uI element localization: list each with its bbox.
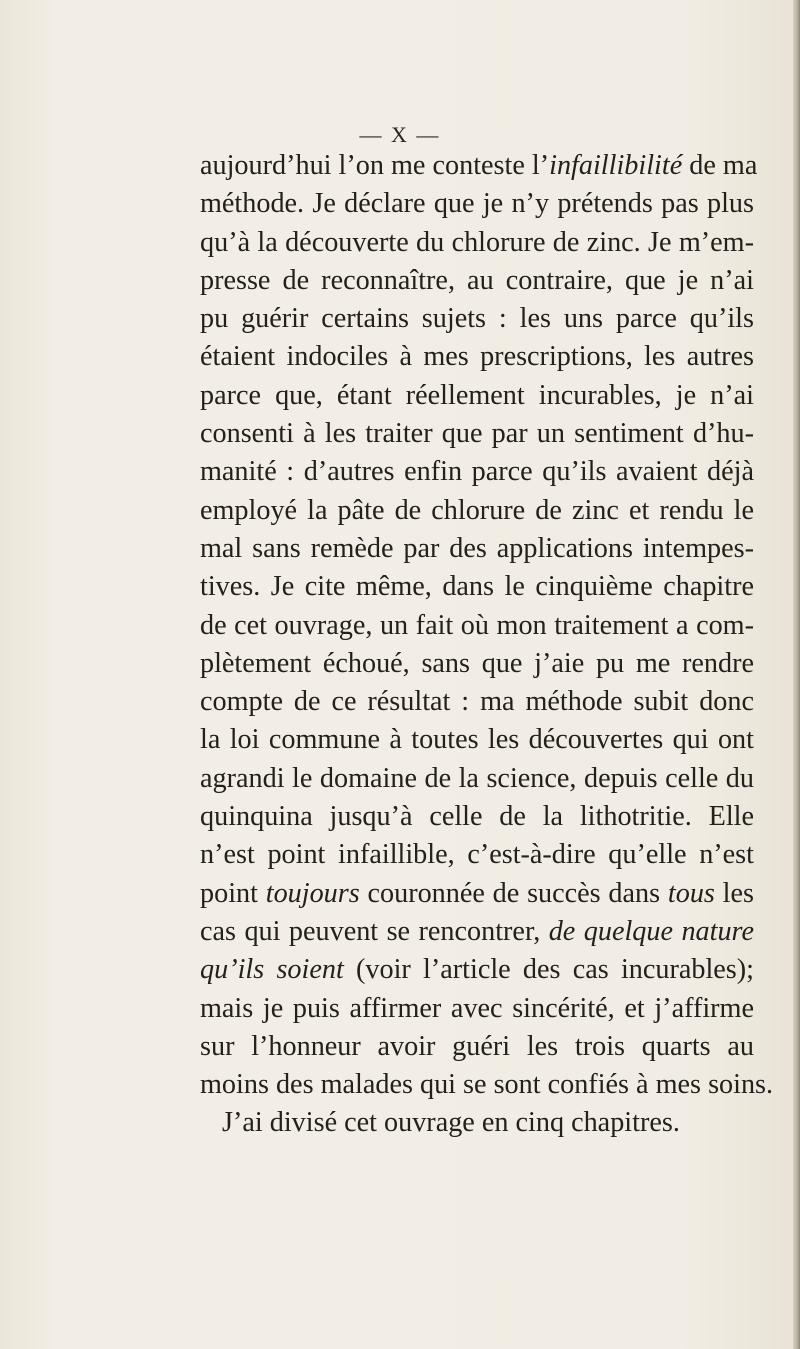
text-line <box>200 683 754 721</box>
text-line <box>200 415 754 453</box>
text-line <box>200 300 754 338</box>
text-run: de ma <box>682 150 758 181</box>
text-line <box>200 377 754 415</box>
text-line <box>200 607 754 645</box>
text-run: qu’à la découverte du chlorure de zinc. Je m’em- <box>200 226 754 258</box>
text-run: moins des malades qui se sont confiés à mes soins. <box>200 1069 774 1101</box>
body-text <box>200 147 774 1143</box>
text-run: presse de reconnaître, au contraire, que je n’ai <box>200 264 754 296</box>
text-run: de cet ouvrage, un fait où mon traitement a com- <box>200 609 754 641</box>
text-run: couronnée de succès dans <box>359 877 668 909</box>
text-line <box>200 721 754 759</box>
text-run: la loi commune à toutes les découvertes qui ont <box>200 724 754 756</box>
page-folio: — X — <box>359 122 441 147</box>
text-line <box>200 568 754 606</box>
text-run: sur l’honneur avoir guéri les trois quarts au <box>200 1030 754 1062</box>
text-run: compte de ce résultat : ma méthode subit donc <box>200 686 754 718</box>
text-line <box>200 453 754 491</box>
italic-run: qu’ils soient <box>200 954 344 986</box>
text-run: consenti à les traiter que par un sentiment d’hu- <box>200 418 754 450</box>
text-run: agrandi le domaine de la science, depuis celle du <box>200 762 754 794</box>
text-run: aujourd’hui l’on me conteste l’ <box>200 150 550 181</box>
text-run: J’ai divisé cet ouvrage en cinq chapitres. <box>222 1107 680 1139</box>
text-run: employé la pâte de chlorure de zinc et rendu le <box>200 494 754 526</box>
text-run: quinquina jusqu’à celle de la lithotritie. Elle <box>200 801 754 833</box>
italic-run: infaillibilité <box>549 150 683 181</box>
page-edge-shadow <box>793 0 800 1349</box>
text-line <box>200 1066 774 1104</box>
text-line <box>200 338 754 376</box>
text-line <box>200 530 754 568</box>
text-line <box>200 875 754 913</box>
text-line <box>200 798 754 836</box>
text-run: mais je puis affirmer avec sincérité, et j’affirme <box>200 992 754 1024</box>
text-run: mal sans remède par des applications intempes- <box>200 532 754 564</box>
text-run: méthode. Je déclare que je n’y prétends pas plus <box>200 188 754 220</box>
text-line <box>200 836 754 874</box>
text-line <box>200 1028 754 1066</box>
italic-run: de quelque nature <box>548 915 754 947</box>
text-run: plètement échoué, sans que j’aie pu me rendre <box>200 647 754 679</box>
text-line <box>200 1104 754 1142</box>
italic-run: tous <box>667 877 715 909</box>
text-line <box>200 951 754 989</box>
text-run: point <box>200 877 266 909</box>
text-run: n’est point infaillible, c’est-à-dire qu’elle n’est <box>200 839 754 871</box>
text-line <box>200 147 758 185</box>
text-line <box>200 760 754 798</box>
text-run: tives. Je cite même, dans le cinquième chapitre <box>200 571 754 603</box>
text-run: cas qui peuvent se rencontrer, <box>200 915 549 947</box>
text-run: manité : d’autres enfin parce qu’ils avaient déjà <box>200 456 754 488</box>
text-line <box>200 224 754 262</box>
text-line <box>200 262 754 300</box>
text-run: pu guérir certains sujets : les uns parce qu’ils <box>200 303 754 335</box>
text-run: étaient indociles à mes prescriptions, les autres <box>200 341 754 373</box>
text-run: (voir l’article des cas incurables); <box>343 954 754 986</box>
text-run: les <box>714 877 754 909</box>
text-line <box>200 913 754 951</box>
text-line <box>200 185 754 223</box>
text-line <box>200 492 754 530</box>
text-line <box>200 990 754 1028</box>
text-line <box>200 645 754 683</box>
italic-run: toujours <box>265 877 360 909</box>
text-run: parce que, étant réellement incurables, je n’ai <box>200 379 754 411</box>
